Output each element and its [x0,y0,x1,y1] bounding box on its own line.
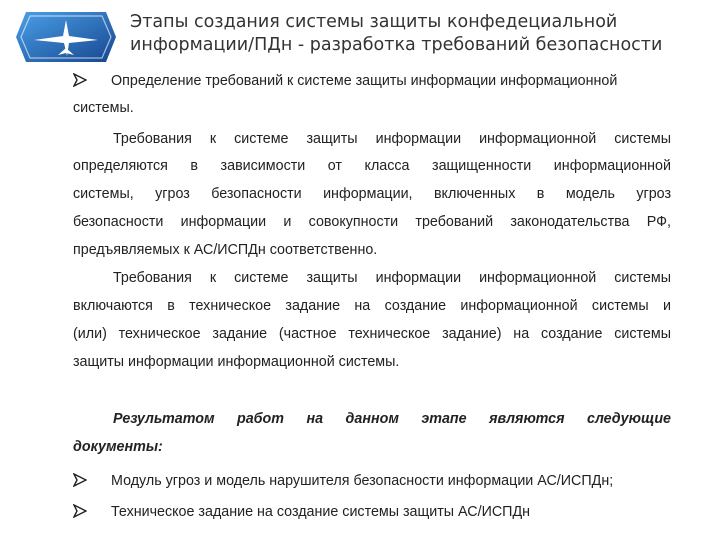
bullet-continuation: системы. [73,100,134,116]
page-title [130,11,690,57]
main-content [73,100,673,520]
arrow-bullet-icon [73,473,87,487]
para1-line-4: безопасности информации и совокупности требований законодательства РФ, [73,214,671,230]
arrow-bullet-icon [73,504,87,518]
para1-line-1: Требования к системе защиты информации информационной системы [113,131,671,147]
para1-line-2: определяются в зависимости от класса защищенности информационной [73,158,671,174]
logo [12,8,120,66]
bullet-text: Определение требований к системе защиты информации информационной [111,73,618,89]
result-line-2: документы: [73,439,163,455]
doc-item-text: Модуль угроз и модель нарушителя безопасности информации АС/ИСПДн; [111,473,614,489]
para2-line-1: Требования к системе защиты информации информационной системы [113,270,671,286]
arrow-bullet-icon [73,73,87,87]
doc-item-text: Техническое задание на создание системы защиты АС/ИСПДн [111,504,531,520]
para1-line-5: предъявляемых к АС/ИСПДн соответственно. [73,242,378,258]
airplane-emblem-icon [12,8,120,66]
para1-line-3: системы, угроз безопасности информации, включенных в модель угроз [73,186,671,202]
para2-line-2: включаются в техническое задание на создание информационной системы и [73,298,671,314]
title-line-1: Этапы создания системы защиты конфедециальной [130,12,618,32]
result-line-1: Результатом работ на данном этапе являются следующие [113,411,671,427]
title-line-2: информации/ПДн - разработка требований безопасности [130,35,663,55]
para2-line-3: (или) техническое задание (частное техническое задание) на создание системы [73,326,671,342]
para2-line-4: защиты информации информационной системы. [73,354,400,370]
